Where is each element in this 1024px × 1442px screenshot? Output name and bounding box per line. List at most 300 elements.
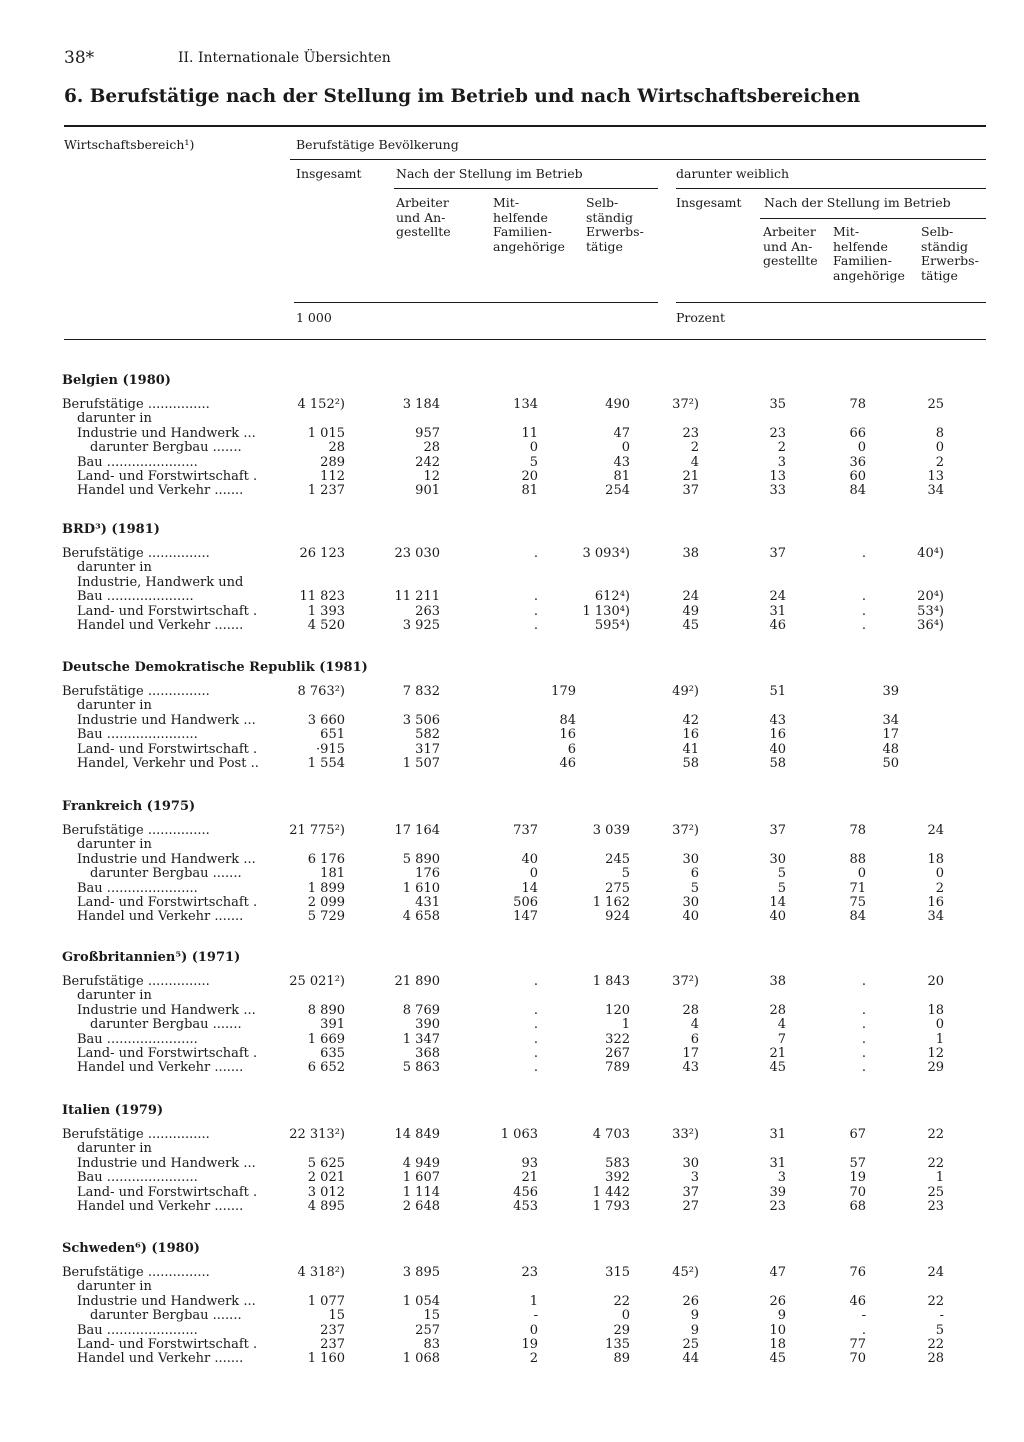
cell-value: . [861,546,866,561]
row-label: Land- und Forstwirtschaft . [77,469,258,484]
cell-value: 26 [682,1293,699,1309]
cell-value: 1 160 [307,1351,345,1367]
cell-value: 3 [777,1170,786,1186]
cell-value: 47 [613,425,630,441]
row-label: darunter in [77,988,152,1004]
cell-value: 5 [529,454,538,470]
row-label: Bau ...................... [77,1031,198,1047]
cell-value: 43 [613,454,630,470]
cell-value: 1 077 [307,1293,345,1309]
header-arbeiter: Arbeiter und An- gestellte [396,195,451,239]
cell-value: 28 [927,1351,944,1367]
cell-value: 42 [682,712,699,728]
cell-value: 120 [605,1002,630,1018]
cell-value: 18 [927,1002,944,1018]
cell-value: . [533,974,538,989]
cell-value: 75 [849,895,866,910]
table-title: 6. Berufstätige nach der Stellung im Betrieb und nach Wirtschaftsbereichen [64,86,861,107]
cell-value: 15 [328,1308,345,1324]
cell-value: 5 729 [307,909,345,925]
cell-value: 45 [769,1351,786,1367]
cell-value: 22 [927,1337,944,1352]
cell-value: 40⁴) [917,546,944,561]
cell-value: 89 [613,1351,630,1367]
row-label: Berufstätige ............... [62,546,210,561]
cell-value: 6 [567,741,576,757]
cell-value: 38 [682,546,699,561]
cell-value: 1 607 [402,1170,440,1186]
row-label: Land- und Forstwirtschaft . [77,741,258,757]
cell-value: 1 054 [402,1293,440,1309]
row-label: darunter in [77,837,152,853]
cell-value: 24 [682,589,699,605]
cell-value: 58 [682,756,699,771]
cell-value: - [939,1308,944,1324]
cell-value: 2 [777,440,786,456]
cell-value: . [533,1060,538,1076]
cell-value: 37²) [672,974,699,989]
cell-value: . [533,1002,538,1018]
running-head: II. Internationale Übersichten [178,50,391,66]
cell-value: 45²) [672,1265,699,1280]
cell-value: 506 [513,895,538,910]
header-rule-weiblich [676,188,986,189]
cell-value: 3 [777,454,786,470]
cell-value: 70 [849,1351,866,1367]
cell-value: 49²) [672,684,699,699]
cell-value: 7 [777,1031,786,1047]
cell-value: 21 [769,1046,786,1061]
cell-value: 24 [927,1265,944,1280]
cell-value: 34 [882,712,899,728]
row-label: Land- und Forstwirtschaft . [77,1184,258,1200]
cell-value: 28 [328,440,345,456]
cell-value: 16 [682,727,699,743]
cell-value: 112 [320,469,345,484]
cell-value: . [861,589,866,605]
cell-value: 53⁴) [917,603,944,619]
cell-value: 1 669 [307,1031,345,1047]
cell-value: 2 [935,880,944,896]
cell-value: 1 347 [402,1031,440,1047]
cell-value: 4 [690,1017,699,1033]
cell-value: 4 520 [307,618,345,633]
row-label: Handel und Verkehr ....... [77,1351,244,1367]
row-label: Handel und Verkehr ....... [77,909,244,925]
cell-value: 11 823 [299,589,345,605]
row-label: Land- und Forstwirtschaft . [77,603,258,619]
cell-value: 49 [682,603,699,619]
cell-value: 9 [777,1308,786,1324]
cell-value: 5 890 [402,851,440,867]
unit-rule-left [294,302,658,303]
cell-value: 1 130⁴) [582,603,630,619]
cell-value: 45 [769,1060,786,1076]
row-label: Berufstätige ............... [62,397,210,412]
cell-value: 0 [529,1322,538,1338]
row-label: darunter Bergbau ....... [90,440,242,456]
cell-value: 40 [682,909,699,925]
cell-value: . [533,603,538,619]
cell-value: 901 [415,483,440,499]
header-mithelfende-weiblich: Mit- helfende Familien- angehörige [833,224,905,283]
unit-tausend: 1 000 [296,310,332,325]
cell-value: 13 [769,469,786,484]
cell-value: 237 [320,1322,345,1338]
cell-value: 37²) [672,823,699,838]
cell-value: 737 [513,823,538,838]
cell-value: 2 021 [307,1170,345,1186]
cell-value: 37 [769,546,786,561]
cell-value: 612⁴) [594,589,630,605]
cell-value: . [533,1031,538,1047]
cell-value: 29 [927,1060,944,1076]
cell-value: 237 [320,1337,345,1352]
row-label: Berufstätige ............... [62,1265,210,1280]
row-label: Berufstätige ............... [62,823,210,838]
cell-value: 25 021²) [289,974,345,989]
cell-value: 490 [605,397,630,412]
cell-value: 20 [521,469,538,484]
cell-value: 44 [682,1351,699,1367]
cell-value: 43 [682,1060,699,1076]
cell-value: 582 [415,727,440,743]
header-mithelfende: Mit- helfende Familien- angehörige [493,195,565,254]
cell-value: 5 863 [402,1060,440,1076]
cell-value: . [533,1017,538,1033]
cell-value: 17 [882,727,899,743]
row-label: Industrie und Handwerk ... [77,1293,256,1309]
cell-value: 26 [769,1293,786,1309]
header-rule-stellung-w [760,218,986,219]
cell-value: 35 [769,397,786,412]
cell-value: 22 313²) [289,1127,345,1142]
cell-value: 34 [927,909,944,925]
row-label: darunter Bergbau ....... [90,1308,242,1324]
cell-value: 25 [682,1337,699,1352]
cell-value: 13 [927,469,944,484]
cell-value: 46 [849,1293,866,1309]
section-title: Belgien (1980) [62,373,171,388]
header-nach-stellung-weiblich: Nach der Stellung im Betrieb [764,195,951,210]
row-label: darunter in [77,698,152,714]
cell-value: 1 843 [592,974,630,989]
cell-value: 30 [769,851,786,867]
header-arbeiter-weiblich: Arbeiter und An- gestellte [763,224,818,268]
row-label: Land- und Forstwirtschaft . [77,895,258,910]
row-label: darunter in [77,1279,152,1295]
cell-value: 16 [769,727,786,743]
cell-value: 0 [621,440,630,456]
cell-value: 1 [621,1017,630,1033]
cell-value: 8 890 [307,1002,345,1018]
cell-value: 8 [935,425,944,441]
row-label: Land- und Forstwirtschaft . [77,1337,258,1352]
cell-value: . [861,974,866,989]
section-title: Schweden⁶) (1980) [62,1241,200,1256]
cell-value: 5 [777,866,786,882]
cell-value: 1 393 [307,603,345,619]
cell-value: 23 [521,1265,538,1280]
cell-value: 4 895 [307,1199,345,1214]
row-label: Industrie und Handwerk ... [77,425,256,441]
cell-value: 17 164 [394,823,440,838]
header-nach-stellung: Nach der Stellung im Betrieb [396,166,583,181]
cell-value: 390 [415,1017,440,1033]
row-label: Bau ...................... [77,727,198,743]
section-title: Deutsche Demokratische Republik (1981) [62,660,368,675]
cell-value: 81 [613,469,630,484]
row-label: Handel, Verkehr und Post .. [77,756,259,771]
cell-value: 924 [605,909,630,925]
cell-value: . [861,1002,866,1018]
row-label: darunter in [77,560,152,576]
row-label: Bau ..................... [77,589,194,605]
row-label: Industrie, Handwerk und [77,574,244,590]
cell-value: 8 763²) [297,684,345,699]
cell-value: 289 [320,454,345,470]
cell-value: 275 [605,880,630,896]
header-insgesamt-weiblich: Insgesamt [676,195,742,210]
cell-value: 21 [682,469,699,484]
cell-value: 77 [849,1337,866,1352]
top-rule [64,125,986,127]
row-label: Berufstätige ............... [62,1127,210,1142]
cell-value: 263 [415,603,440,619]
section-title: BRD³) (1981) [62,522,160,537]
header-wirtschaftsbereich: Wirtschaftsbereich¹) [64,137,195,152]
cell-value: 257 [415,1322,440,1338]
cell-value: 28 [682,1002,699,1018]
cell-value: 36⁴) [917,618,944,633]
cell-value: 635 [320,1046,345,1061]
cell-value: 4 318²) [297,1265,345,1280]
cell-value: 21 775²) [289,823,345,838]
header-bottom-rule [64,339,986,340]
cell-value: 71 [849,880,866,896]
row-label: Handel und Verkehr ....... [77,1199,244,1214]
cell-value: 0 [857,440,866,456]
cell-value: 368 [415,1046,440,1061]
cell-value: - [861,1308,866,1324]
row-label: Handel und Verkehr ....... [77,1060,244,1076]
cell-value: 0 [935,1017,944,1033]
unit-prozent: Prozent [676,310,725,325]
cell-value: 38 [769,974,786,989]
cell-value: 30 [682,1155,699,1171]
cell-value: 66 [849,425,866,441]
cell-value: 84 [559,712,576,728]
cell-value: 392 [605,1170,630,1186]
cell-value: 28 [769,1002,786,1018]
cell-value: 3 039 [592,823,630,838]
cell-value: 0 [529,440,538,456]
cell-value: 3 [690,1170,699,1186]
cell-value: 957 [415,425,440,441]
cell-value: 391 [320,1017,345,1033]
cell-value: 2 648 [402,1199,440,1214]
cell-value: . [861,603,866,619]
cell-value: 39 [769,1184,786,1200]
cell-value: 21 890 [394,974,440,989]
cell-value: 41 [682,741,699,757]
cell-value: 57 [849,1155,866,1171]
cell-value: 135 [605,1337,630,1352]
cell-value: 16 [927,895,944,910]
cell-value: 1 507 [402,756,440,771]
cell-value: 68 [849,1199,866,1214]
cell-value: 242 [415,454,440,470]
cell-value: 25 [927,397,944,412]
cell-value: 70 [849,1184,866,1200]
cell-value: 5 [777,880,786,896]
cell-value: 50 [882,756,899,771]
cell-value: 29 [613,1322,630,1338]
cell-value: 37 [769,823,786,838]
header-darunter-weiblich: darunter weiblich [676,166,790,181]
header-insgesamt: Insgesamt [296,166,362,181]
cell-value: 134 [513,397,538,412]
cell-value: 254 [605,483,630,499]
cell-value: 179 [551,684,576,699]
row-label: darunter Bergbau ....... [90,1017,242,1033]
cell-value: . [533,546,538,561]
row-label: Industrie und Handwerk ... [77,712,256,728]
cell-value: 6 [690,1031,699,1047]
cell-value: 1 793 [592,1199,630,1214]
cell-value: 2 [529,1351,538,1367]
cell-value: 17 [682,1046,699,1061]
cell-value: 317 [415,741,440,757]
cell-value: 1 554 [307,756,345,771]
cell-value: . [861,1322,866,1338]
cell-value: 14 [521,880,538,896]
row-label: Handel und Verkehr ....... [77,483,244,499]
cell-value: 1 899 [307,880,345,896]
cell-value: 1 237 [307,483,345,499]
cell-value: 1 [935,1031,944,1047]
cell-value: 45 [682,618,699,633]
cell-value: 1 114 [402,1184,440,1200]
cell-value: 1 [935,1170,944,1186]
cell-value: 48 [882,741,899,757]
row-label: darunter in [77,1141,152,1157]
row-label: darunter Bergbau ....... [90,866,242,882]
row-label: Handel und Verkehr ....... [77,618,244,633]
cell-value: 12 [927,1046,944,1061]
cell-value: 0 [621,1308,630,1324]
cell-value: 0 [857,866,866,882]
row-label: Industrie und Handwerk ... [77,1002,256,1018]
cell-value: 322 [605,1031,630,1047]
cell-value: . [533,589,538,605]
row-label: darunter in [77,411,152,427]
cell-value: 40 [769,741,786,757]
cell-value: 4 [777,1017,786,1033]
cell-value: 28 [423,440,440,456]
cell-value: 181 [320,866,345,882]
section-title: Frankreich (1975) [62,799,196,814]
cell-value: - [533,1308,538,1324]
cell-value: 23 030 [394,546,440,561]
header-selbstaendig-weiblich: Selb- ständig Erwerbs- tätige [921,224,979,283]
cell-value: 1 610 [402,880,440,896]
cell-value: . [861,1031,866,1047]
cell-value: 22 [927,1293,944,1309]
cell-value: . [861,1060,866,1076]
header-rule-stellung [394,188,658,189]
cell-value: 78 [849,397,866,412]
cell-value: 15 [423,1308,440,1324]
cell-value: 9 [690,1308,699,1324]
cell-value: 4 658 [402,909,440,925]
cell-value: 31 [769,1127,786,1142]
cell-value: . [861,618,866,633]
cell-value: 93 [521,1155,538,1171]
cell-value: 3 184 [402,397,440,412]
cell-value: 37 [682,483,699,499]
unit-rule-right [676,302,986,303]
cell-value: 14 [769,895,786,910]
header-rule-berufstaetige [290,159,986,160]
cell-value: 27 [682,1199,699,1214]
cell-value: 33²) [672,1127,699,1142]
cell-value: 7 832 [402,684,440,699]
cell-value: 18 [769,1337,786,1352]
cell-value: 3 506 [402,712,440,728]
cell-value: 47 [769,1265,786,1280]
cell-value: 40 [521,851,538,867]
cell-value: 84 [849,909,866,925]
cell-value: 5 [935,1322,944,1338]
row-label: Berufstätige ............... [62,684,210,699]
cell-value: 245 [605,851,630,867]
row-label: Bau ...................... [77,1322,198,1338]
header-berufstaetige-bevoelkerung: Berufstätige Bevölkerung [296,137,459,152]
cell-value: 78 [849,823,866,838]
row-label: Land- und Forstwirtschaft . [77,1046,258,1061]
cell-value: 30 [682,851,699,867]
cell-value: 83 [423,1337,440,1352]
cell-value: 25 [927,1184,944,1200]
cell-value: 58 [769,756,786,771]
cell-value: 84 [849,483,866,499]
row-label: Bau ...................... [77,1170,198,1186]
cell-value: 0 [935,440,944,456]
cell-value: 34 [927,483,944,499]
cell-value: 14 849 [394,1127,440,1142]
cell-value: 76 [849,1265,866,1280]
row-label: Industrie und Handwerk ... [77,851,256,867]
cell-value: 23 [769,425,786,441]
cell-value: 26 123 [299,546,345,561]
cell-value: 16 [559,727,576,743]
cell-value: 2 [690,440,699,456]
cell-value: 24 [769,589,786,605]
cell-value: 595⁴) [594,618,630,633]
cell-value: 21 [521,1170,538,1186]
cell-value: 2 099 [307,895,345,910]
cell-value: 3 925 [402,618,440,633]
cell-value: 651 [320,727,345,743]
cell-value: 3 012 [307,1184,345,1200]
cell-value: 1 063 [500,1127,538,1142]
cell-value: 22 [927,1127,944,1142]
cell-value: 23 [682,425,699,441]
cell-value: . [861,1046,866,1061]
row-label: Industrie und Handwerk ... [77,1155,256,1171]
cell-value: 1 162 [592,895,630,910]
